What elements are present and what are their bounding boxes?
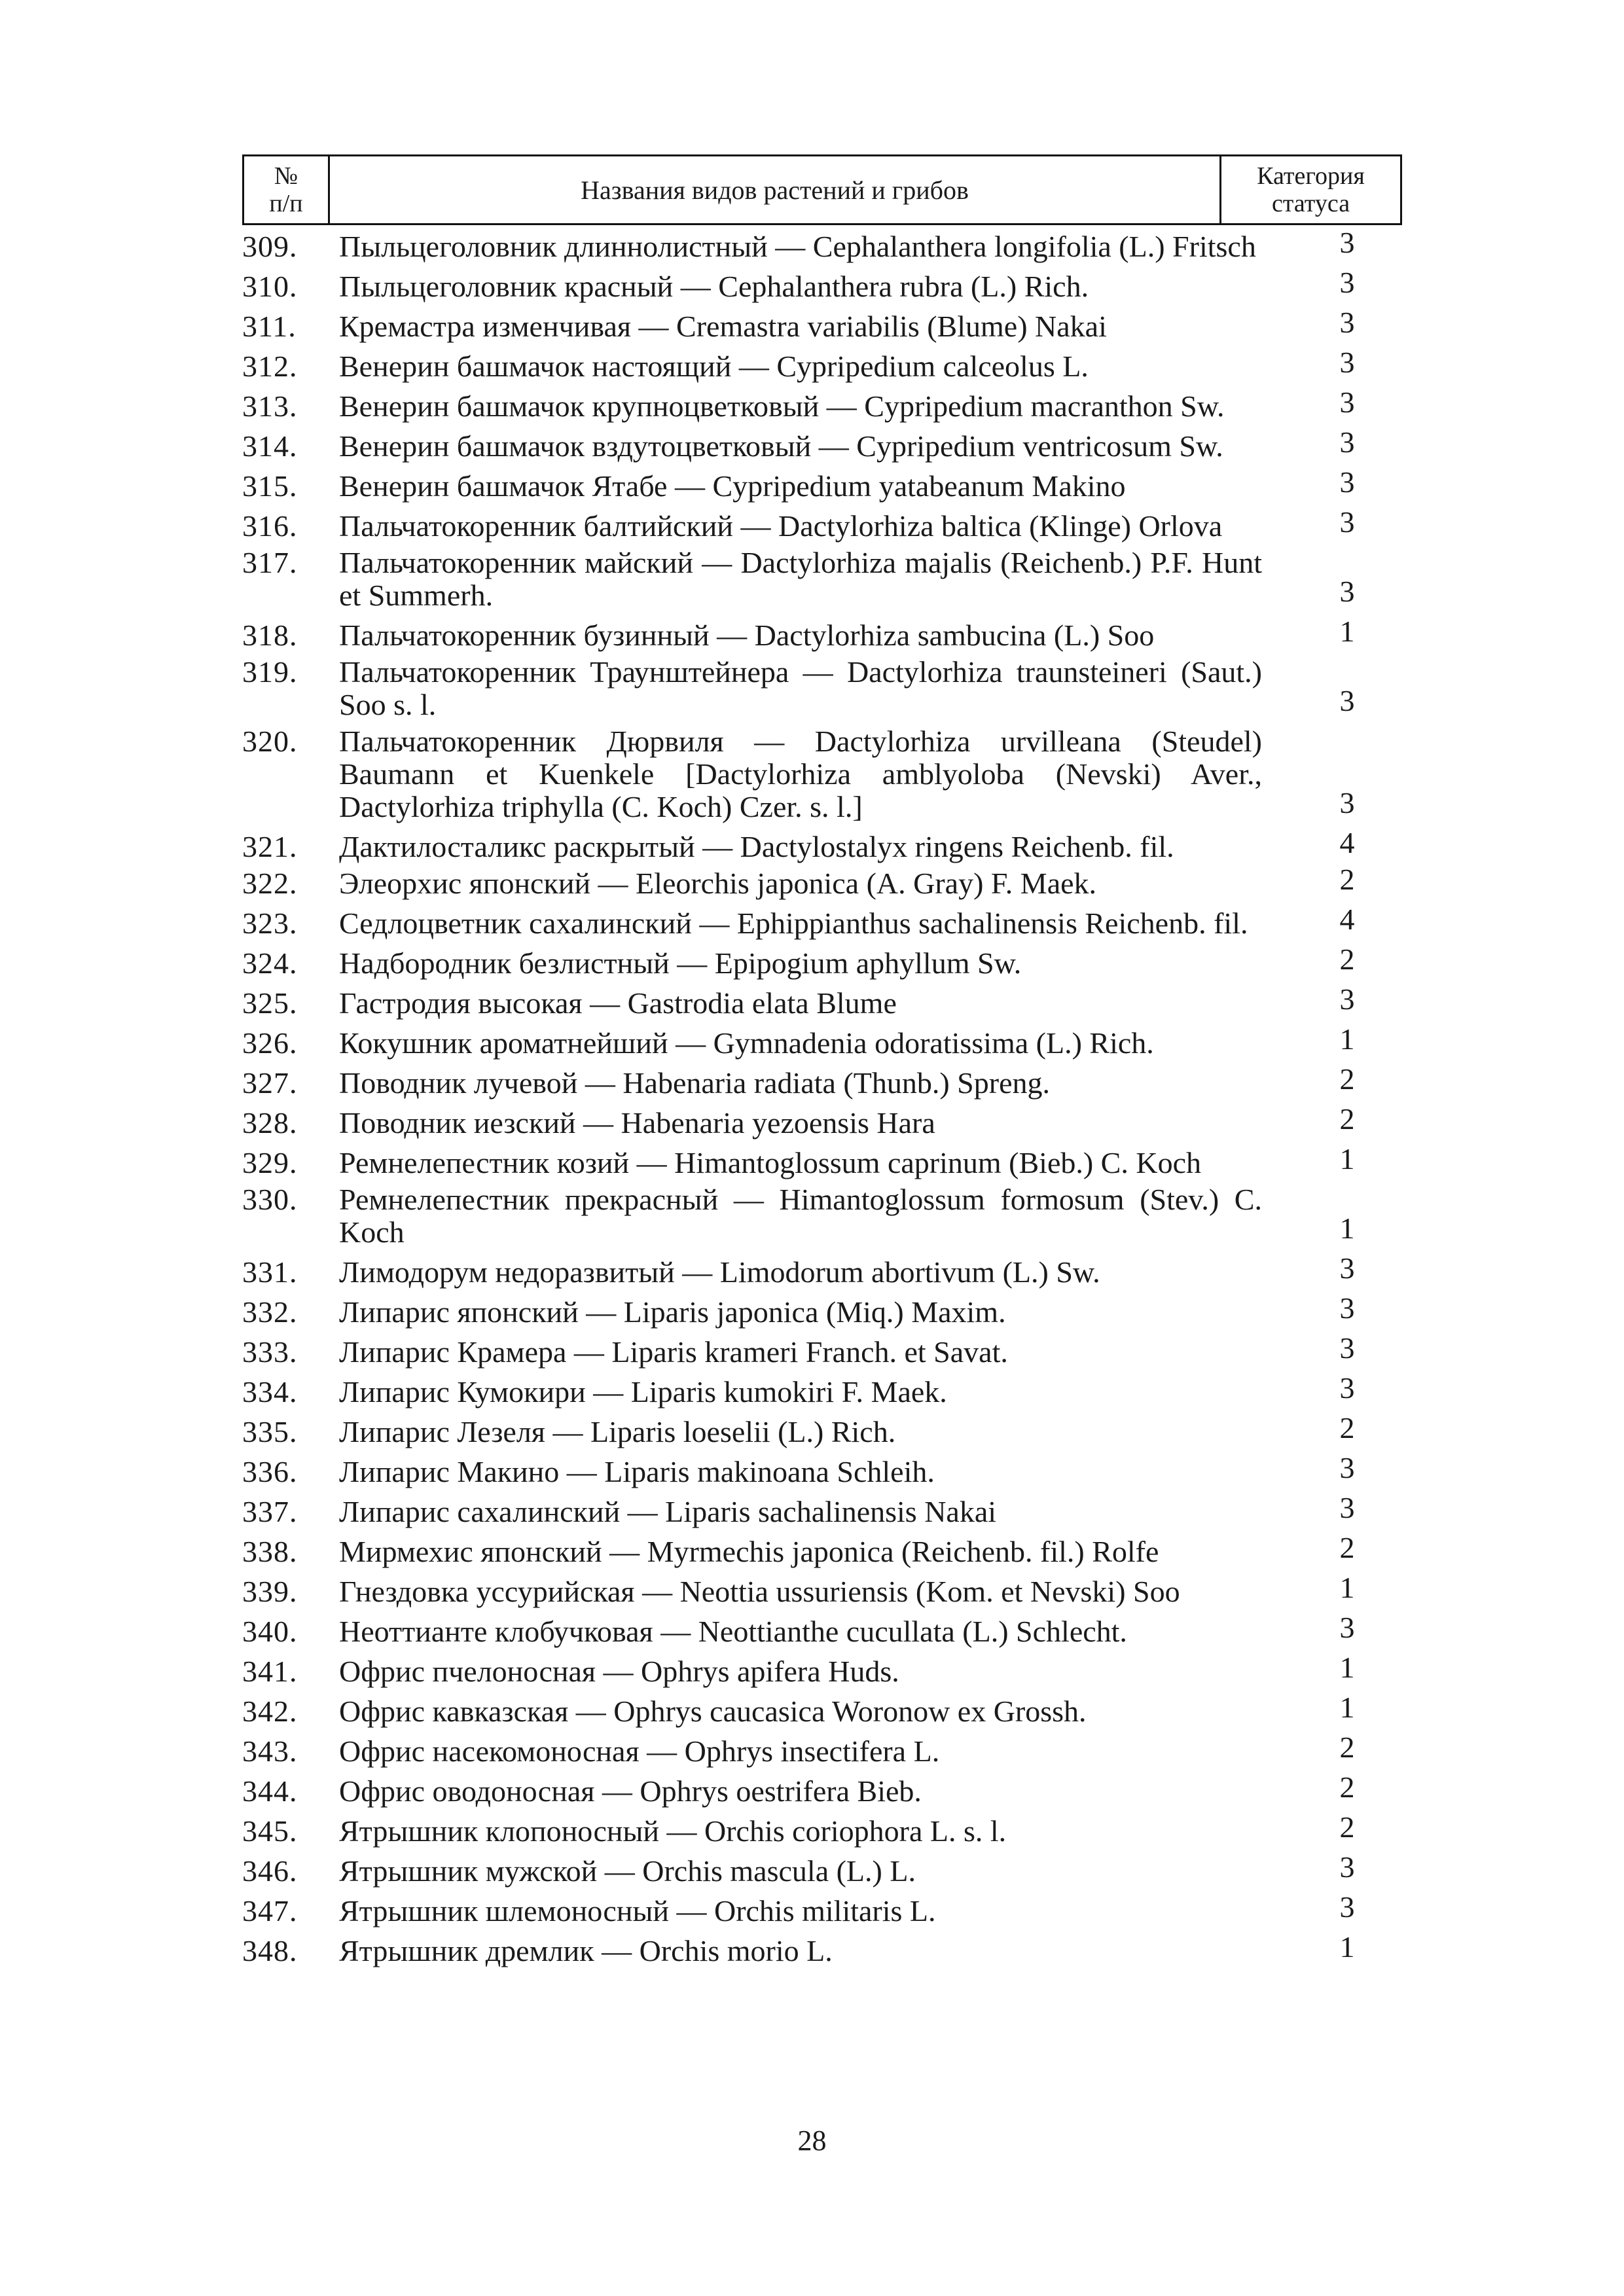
row-number: 346. [242, 1854, 298, 1888]
status-category: 1 [1339, 1211, 1355, 1245]
species-name: Седлоцветник сахалинский — Ephippianthus sachalinensis Reichenb. fil. [339, 906, 1248, 940]
status-category: 1 [1339, 1571, 1355, 1604]
row-number: 326. [242, 1026, 298, 1060]
row-number: 343. [242, 1734, 298, 1768]
species-name: Пальчатокоренник Траунштейнера — Dactylorhiza traunsteineri (Saut.) Soo s. l. [339, 655, 1262, 721]
status-category: 4 [1339, 826, 1355, 859]
row-number: 345. [242, 1814, 298, 1848]
species-name: Элеорхис японский — Eleorchis japonica (A. Gray) F. Maek. [339, 867, 1097, 900]
row-number: 312. [242, 350, 298, 383]
species-name: Мирмехис японский — Myrmechis japonica (Reichenb. fil.) Rolfe [339, 1535, 1159, 1568]
species-name: Липарис Макино — Liparis makinoana Schleih. [339, 1455, 935, 1488]
table-row [242, 1850, 1407, 1888]
species-name: Пальчатокоренник майский — Dactylorhiza majalis (Reichenb.) P.F. Hunt et Summerh. [339, 546, 1262, 612]
document-page [242, 154, 1407, 1967]
table-row [242, 1411, 1407, 1448]
table-row [242, 615, 1407, 652]
row-number: 340. [242, 1615, 298, 1648]
table-row [242, 346, 1407, 383]
table-row [242, 306, 1407, 343]
status-category: 3 [1339, 266, 1355, 299]
status-category: 2 [1339, 1531, 1355, 1564]
species-name: Ятрышник мужской — Orchis mascula (L.) L. [339, 1854, 916, 1888]
species-name: Венерин башмачок настоящий — Cypripedium calceolus L. [339, 350, 1089, 383]
status-category: 3 [1339, 346, 1355, 379]
status-category: 3 [1339, 386, 1355, 419]
status-category: 2 [1339, 1770, 1355, 1804]
table-row [242, 826, 1407, 863]
row-number: 324. [242, 946, 298, 980]
status-category: 1 [1339, 615, 1355, 648]
header-category-line2: статуса [1271, 190, 1350, 217]
status-category: 3 [1339, 465, 1355, 499]
status-category: 3 [1339, 1451, 1355, 1484]
table-row [242, 1142, 1407, 1179]
table-row [242, 1770, 1407, 1808]
species-name: Венерин башмачок крупноцветковый — Cypripedium macranthon Sw. [339, 389, 1225, 423]
species-name: Поводник иезский — Habenaria yezoensis Hara [339, 1106, 935, 1139]
status-category: 2 [1339, 1731, 1355, 1764]
table-row [242, 1062, 1407, 1100]
page-number: 28 [797, 2125, 827, 2157]
species-name: Офрис пчелоносная — Ophrys apifera Huds. [339, 1655, 899, 1688]
header-category-line1: Категория [1257, 162, 1365, 190]
status-category: 2 [1339, 942, 1355, 976]
species-name: Пальчатокоренник бузинный — Dactylorhiza sambucina (L.) Soo [339, 619, 1155, 652]
table-row [242, 942, 1407, 980]
row-number: 344. [242, 1774, 298, 1808]
status-category: 3 [1339, 505, 1355, 539]
table-row [242, 1451, 1407, 1488]
status-category: 2 [1339, 1411, 1355, 1444]
status-category: 1 [1339, 1930, 1355, 1964]
table-row [242, 1491, 1407, 1528]
table-row [242, 1183, 1407, 1249]
row-number: 327. [242, 1066, 298, 1100]
species-name: Пыльцеголовник красный — Cephalanthera rubra (L.) Rich. [339, 270, 1089, 303]
row-number: 333. [242, 1335, 298, 1369]
status-category: 3 [1339, 684, 1355, 717]
species-name: Липарис Крамера — Liparis krameri Franch. et Savat. [339, 1335, 1008, 1369]
row-number: 342. [242, 1695, 298, 1728]
row-number: 315. [242, 469, 298, 503]
header-number-column [244, 156, 330, 223]
species-name: Неоттианте клобучковая — Neottianthe cucullata (L.) Schlecht. [339, 1615, 1127, 1648]
status-category: 3 [1339, 1491, 1355, 1524]
table-row [242, 1022, 1407, 1060]
status-category: 3 [1339, 425, 1355, 459]
status-category: 2 [1339, 1102, 1355, 1136]
status-category: 1 [1339, 1022, 1355, 1056]
species-name: Липарис Кумокири — Liparis kumokiri F. Maek. [339, 1375, 947, 1408]
row-number: 347. [242, 1894, 298, 1928]
table-row [242, 725, 1407, 823]
row-number: 310. [242, 270, 298, 303]
row-number: 337. [242, 1495, 298, 1528]
table-header [242, 154, 1402, 225]
species-name: Липарис сахалинский — Liparis sachalinensis Nakai [339, 1495, 997, 1528]
row-number: 319. [242, 655, 298, 689]
row-number: 332. [242, 1295, 298, 1329]
row-number: 313. [242, 389, 298, 423]
row-number: 322. [242, 867, 298, 900]
species-name: Офрис насекомоносная — Ophrys insectifera L. [339, 1734, 940, 1768]
status-category: 2 [1339, 1810, 1355, 1844]
row-number: 335. [242, 1415, 298, 1448]
row-number: 336. [242, 1455, 298, 1488]
species-name: Офрис кавказская — Ophrys caucasica Woronow ex Grossh. [339, 1695, 1087, 1728]
row-number: 328. [242, 1106, 298, 1139]
status-category: 1 [1339, 1651, 1355, 1684]
table-row [242, 1531, 1407, 1568]
table-row [242, 266, 1407, 303]
status-category: 1 [1339, 1142, 1355, 1175]
table-row [242, 386, 1407, 423]
table-row [242, 1371, 1407, 1408]
table-row [242, 1102, 1407, 1139]
row-number: 311. [242, 310, 297, 343]
table-row [242, 1930, 1407, 1967]
header-number-abbrev: п/п [269, 190, 303, 217]
status-category: 3 [1339, 1890, 1355, 1924]
table-row [242, 1651, 1407, 1688]
species-name: Кокушник ароматнейший — Gymnadenia odoratissima (L.) Rich. [339, 1026, 1154, 1060]
table-row [242, 1890, 1407, 1928]
species-name: Липарис Лезеля — Liparis loeselii (L.) Rich. [339, 1415, 896, 1448]
species-name: Ятрышник дремлик — Orchis morio L. [339, 1934, 833, 1967]
status-category: 3 [1339, 982, 1355, 1016]
table-row [242, 903, 1407, 940]
table-row [242, 1810, 1407, 1848]
status-category: 3 [1339, 786, 1355, 819]
status-category: 3 [1339, 306, 1355, 339]
table-row [242, 1331, 1407, 1369]
status-category: 3 [1339, 1331, 1355, 1365]
table-row [242, 982, 1407, 1020]
species-name: Ятрышник клопоносный — Orchis coriophora L. s. l. [339, 1814, 1007, 1848]
species-name: Лимодорум недоразвитый — Limodorum abortivum (L.) Sw. [339, 1255, 1100, 1289]
status-category: 2 [1339, 1062, 1355, 1096]
status-category: 2 [1339, 863, 1355, 896]
status-category: 3 [1339, 575, 1355, 608]
species-name: Липарис японский — Liparis japonica (Miq.) Maxim. [339, 1295, 1006, 1329]
row-number: 318. [242, 619, 298, 652]
species-name: Пальчатокоренник Дюрвиля — Dactylorhiza urvilleana (Steudel) Baumann et Kuenkele [Dactylorhiza amblyoloba (Nevski) Aver., Dactylorhiza triphylla (C. Koch) Czer. s. l.] [339, 725, 1262, 823]
species-name: Гастродия высокая — Gastrodia elata Blume [339, 986, 897, 1020]
status-category: 3 [1339, 1251, 1355, 1285]
table-row [242, 226, 1407, 263]
status-category: 1 [1339, 1691, 1355, 1724]
header-name-label: Названия видов растений и грибов [581, 175, 969, 205]
table-row [242, 863, 1407, 900]
status-category: 3 [1339, 1611, 1355, 1644]
status-category: 3 [1339, 1371, 1355, 1405]
row-number: 334. [242, 1375, 298, 1408]
status-category: 3 [1339, 1291, 1355, 1325]
species-name: Надбородник безлистный — Epipogium aphyllum Sw. [339, 946, 1022, 980]
row-number: 325. [242, 986, 298, 1020]
status-category: 4 [1339, 903, 1355, 936]
table-row [242, 1251, 1407, 1289]
species-name: Ятрышник шлемоносный — Orchis militaris L. [339, 1894, 936, 1928]
status-category: 3 [1339, 226, 1355, 259]
row-number: 348. [242, 1934, 298, 1967]
table-row [242, 425, 1407, 463]
row-number: 317. [242, 546, 298, 579]
table-row [242, 1611, 1407, 1648]
table-row [242, 1691, 1407, 1728]
row-number: 338. [242, 1535, 298, 1568]
species-name: Дактилосталикс раскрытый — Dactylostalyx ringens Reichenb. fil. [339, 830, 1174, 863]
row-number: 309. [242, 230, 298, 263]
table-row [242, 547, 1407, 612]
species-name: Ремнелепестник прекрасный — Himantoglossum formosum (Stev.) C. Koch [339, 1183, 1262, 1249]
table-row [242, 1291, 1407, 1329]
header-name-column [330, 156, 1221, 223]
row-number: 321. [242, 830, 298, 863]
status-category: 3 [1339, 1850, 1355, 1884]
species-name: Офрис оводоносная — Ophrys oestrifera Bieb. [339, 1774, 922, 1808]
row-number: 339. [242, 1575, 298, 1608]
row-number: 341. [242, 1655, 298, 1688]
row-number: 329. [242, 1146, 298, 1179]
species-name: Гнездовка уссурийская — Neottia ussuriensis (Kom. et Nevski) Soo [339, 1575, 1180, 1608]
row-number: 316. [242, 509, 298, 543]
species-name: Пыльцеголовник длиннолистный — Cephalanthera longifolia (L.) Fritsch [339, 230, 1256, 263]
species-name: Кремастра изменчивая — Cremastra variabilis (Blume) Nakai [339, 310, 1107, 343]
row-number: 331. [242, 1255, 298, 1289]
table-row [242, 1571, 1407, 1608]
species-name: Венерин башмачок вздутоцветковый — Cypripedium ventricosum Sw. [339, 429, 1223, 463]
header-number-sign: № [274, 162, 298, 190]
row-number: 314. [242, 429, 298, 463]
table-row [242, 656, 1407, 721]
table-row [242, 465, 1407, 503]
table-row [242, 505, 1407, 543]
species-list [242, 226, 1407, 1967]
row-number: 320. [242, 725, 298, 758]
species-name: Ремнелепестник козий — Himantoglossum caprinum (Bieb.) C. Koch [339, 1146, 1201, 1179]
row-number: 323. [242, 906, 298, 940]
row-number: 330. [242, 1183, 298, 1216]
table-row [242, 1731, 1407, 1768]
species-name: Поводник лучевой — Habenaria radiata (Thunb.) Spreng. [339, 1066, 1050, 1100]
header-category-column [1221, 156, 1400, 223]
species-name: Пальчатокоренник балтийский — Dactylorhiza baltica (Klinge) Orlova [339, 509, 1223, 543]
species-name: Венерин башмачок Ятабе — Cypripedium yatabeanum Makino [339, 469, 1126, 503]
